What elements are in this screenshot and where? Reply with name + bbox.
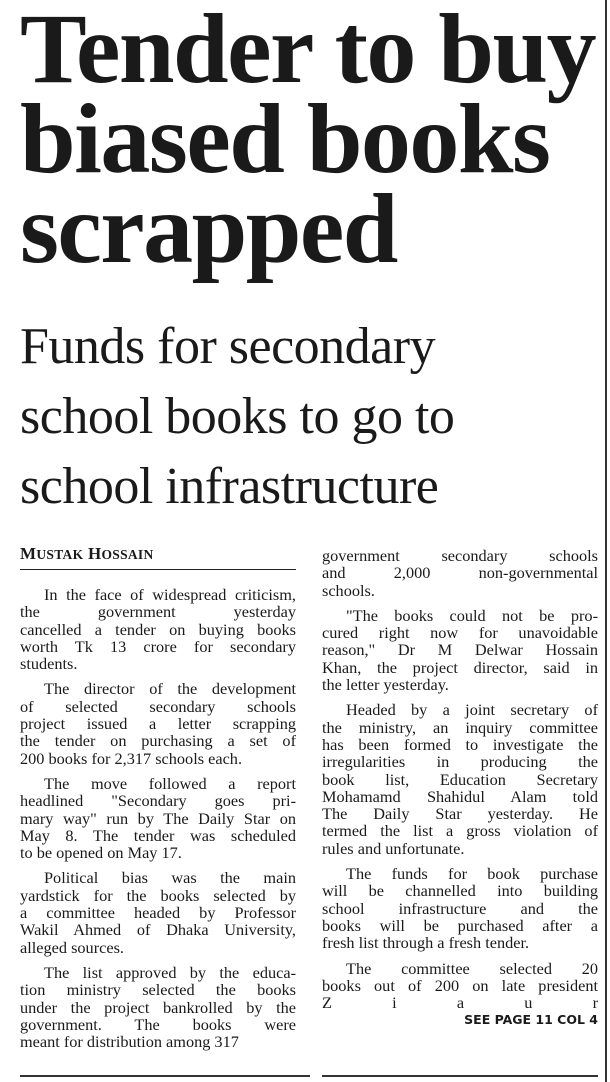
- subheadline-line: Funds for secondary: [20, 318, 436, 375]
- continued-on-page-label: SEE PAGE 11 COL 4: [464, 1012, 598, 1027]
- article-paragraph: [20, 964, 296, 1050]
- article-line: the tender on purchasing a set of: [20, 731, 296, 751]
- article-line: The move followed a report: [44, 773, 296, 793]
- headline-line: Tender to buy: [20, 0, 596, 104]
- article-line: The list approved by the educa-: [44, 962, 296, 982]
- article-line: tion ministry selected the books: [20, 980, 296, 1000]
- article-line: rules and unfortunate.: [322, 838, 465, 858]
- article-line: meant for distribution among 317: [20, 1032, 239, 1052]
- article-paragraph: [20, 775, 296, 861]
- article-line: the letter yesterday.: [322, 675, 449, 695]
- article-line: Z i a u r: [322, 993, 598, 1013]
- article-line: alleged sources.: [20, 937, 124, 957]
- article-paragraph: [322, 607, 598, 693]
- article-line: The funds for book purchase: [346, 864, 598, 884]
- article-line: and 2,000 non-governmental: [322, 563, 598, 583]
- article-line: yardstick for the books selected by: [20, 885, 296, 905]
- article-line: the government yesterday: [20, 602, 296, 622]
- article-line: books will be purchased after a: [322, 915, 598, 935]
- article-line: The Daily Star yesterday. He: [322, 804, 598, 824]
- article-line: government. The books were: [20, 1014, 296, 1034]
- article-line: under the project bankrolled by the: [20, 997, 296, 1017]
- bottom-rule: [322, 1075, 598, 1077]
- article-paragraph: [20, 869, 296, 955]
- article-line: book list, Education Secretary: [322, 769, 598, 789]
- article-line: irregularities in producing the: [322, 752, 598, 772]
- article-line: The director of the development: [44, 679, 296, 699]
- subheadline: [20, 312, 600, 522]
- article-line: reason," Dr M Delwar Hossain: [322, 640, 598, 660]
- article-line: will be channelled into building: [322, 881, 598, 901]
- article-column-2: [322, 547, 598, 1019]
- article-paragraph: [322, 701, 598, 857]
- article-line: mary way" run by The Daily Star on: [20, 808, 296, 828]
- article-line: school infrastructure and the: [322, 898, 598, 918]
- article-column-1: [20, 586, 296, 1058]
- article-line: cancelled a tender on buying books: [20, 619, 296, 639]
- article-paragraph: [322, 865, 598, 951]
- article-line: books out of 200 on late president: [322, 975, 598, 995]
- article-line: cured right now for unavoidable: [322, 623, 598, 643]
- right-border: [605, 0, 607, 1082]
- article-line: headlined "Secondary goes pri-: [20, 791, 296, 811]
- article-paragraph: [322, 960, 598, 1012]
- article-line: a committee headed by Professor: [20, 903, 296, 923]
- article-line: Wakil Ahmed of Dhaka University,: [20, 920, 296, 940]
- article-paragraph: [322, 547, 598, 599]
- article-line: "The books could not be pro-: [346, 605, 598, 625]
- article-line: government secondary schools: [322, 546, 598, 565]
- article-line: Mohamamd Shahidul Alam told: [322, 786, 598, 806]
- byline: MUSTAK HOSSAIN: [20, 544, 296, 570]
- article-line: project issued a letter scrapping: [20, 714, 296, 734]
- article-paragraph: [20, 680, 296, 766]
- article-line: Political bias was the main: [44, 868, 296, 888]
- article-line: In the face of widespread criticism,: [44, 585, 296, 604]
- article-line: The committee selected 20: [346, 958, 598, 978]
- article-line: of selected secondary schools: [20, 696, 296, 716]
- article-line: Khan, the project director, said in: [322, 657, 598, 677]
- article-line: Headed by a joint secretary of: [346, 700, 598, 720]
- article-line: schools.: [322, 580, 375, 600]
- article-paragraph: [20, 586, 296, 672]
- article-line: to be opened on May 17.: [20, 843, 182, 863]
- article-line: fresh list through a fresh tender.: [322, 933, 530, 953]
- article-line: May 8. The tender was scheduled: [20, 825, 296, 845]
- article-line: the ministry, an inquiry committee: [322, 717, 598, 737]
- article-line: worth Tk 13 crore for secondary: [20, 636, 296, 656]
- headline-line: scrapped: [20, 173, 397, 284]
- subheadline-line: school books to go to: [20, 388, 455, 445]
- headline-line: biased books: [20, 83, 550, 194]
- article-line: termed the list a gross violation of: [322, 821, 598, 841]
- subheadline-line: school infrastructure: [20, 458, 439, 515]
- article-line: 200 books for 2,317 schools each.: [20, 748, 243, 768]
- article-line: has been formed to investigate the: [322, 734, 598, 754]
- headline: [20, 0, 600, 284]
- article-line: students.: [20, 654, 78, 674]
- bottom-rule: [20, 1075, 310, 1077]
